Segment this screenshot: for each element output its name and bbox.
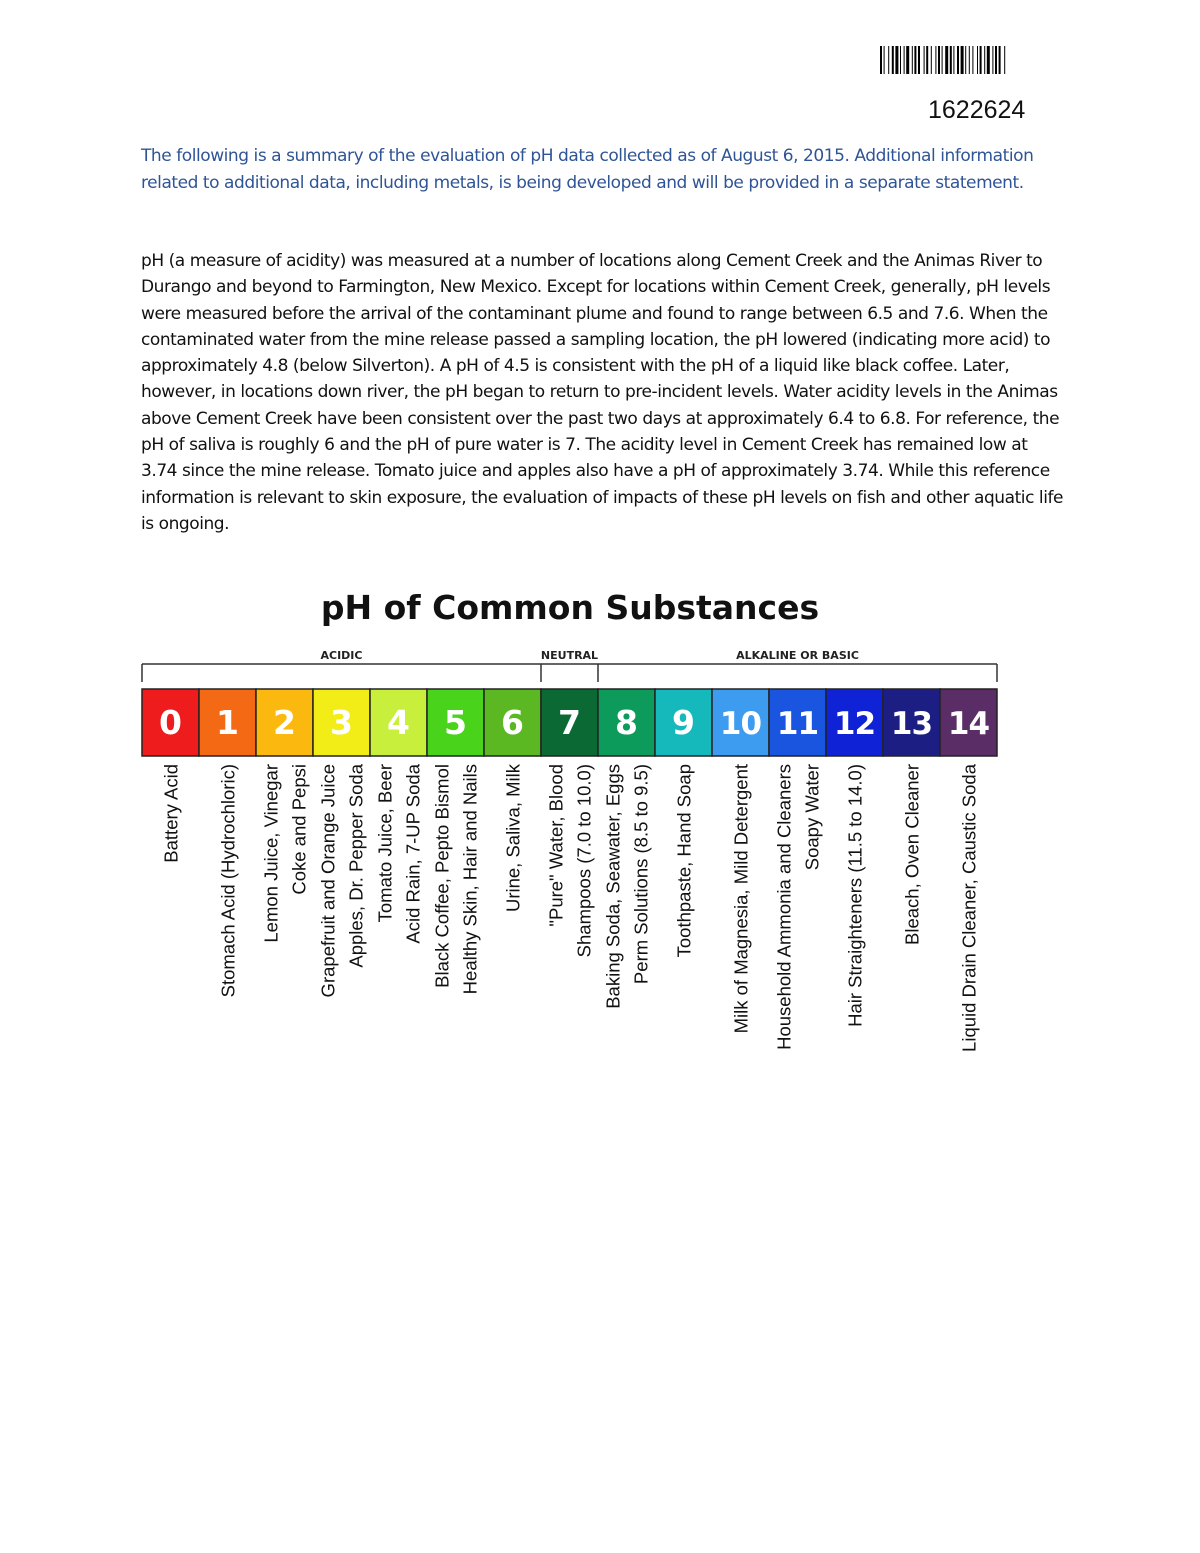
substance-label: Acid Rain, 7-UP Soda bbox=[402, 764, 424, 944]
ph-value-11: 11 bbox=[776, 706, 819, 742]
ph-value-0: 0 bbox=[159, 703, 182, 742]
group-label: ALKALINE OR BASIC bbox=[736, 649, 859, 662]
ph-value-10: 10 bbox=[719, 706, 762, 742]
substance-label: Urine, Saliva, Milk bbox=[502, 764, 524, 913]
substance-label: Lemon Juice, Vinegar bbox=[260, 764, 282, 943]
substance-label: Shampoos (7.0 to 10.0) bbox=[573, 764, 595, 958]
substance-label: Baking Soda, Seawater, Eggs bbox=[602, 764, 624, 1009]
substance-label: Tomato Juice, Beer bbox=[374, 764, 396, 923]
ph-value-2: 2 bbox=[273, 703, 296, 742]
substance-label: "Pure" Water, Blood bbox=[545, 764, 567, 927]
ph-value-14: 14 bbox=[947, 706, 990, 742]
substance-label: Apples, Dr. Pepper Soda bbox=[345, 764, 367, 968]
chart-title: pH of Common Substances bbox=[320, 588, 820, 627]
substance-label: Milk of Magnesia, Mild Detergent bbox=[730, 764, 752, 1034]
body-paragraph: pH (a measure of acidity) was measured at a number of locations along Cement Creek and the Animas River to Durango and beyond to Farmington, New Mexico. Except for locations within Cement Creek, generally, pH levels were measured before the arrival of the contaminant plume and found to range between 6.5 and 7.6. When the contaminated water from the mine release passed a sampling location, the pH lowered (indicating more acid) to approximately 4.8 (below Silverton). A pH of 4.5 is consistent with the pH of a liquid like black coffee. Later, however, in locations down river, the pH began to return to pre-incident levels. Water acidity levels in the Animas above Cement Creek have been consistent over the past two days at approximately 6.4 to 6.8. For reference, the pH of saliva is roughly 6 and the pH of pure water is 7. The acidity level in Cement Creek has remained low at 3.74 since the mine release. Tomato juice and apples also have a pH of approximately 3.74. While this reference information is relevant to skin exposure, the evaluation of impacts of these pH levels on fish and other aquatic life is ongoing. bbox=[141, 251, 1064, 534]
document-number: 1622624 bbox=[928, 96, 1026, 124]
ph-value-6: 6 bbox=[501, 703, 524, 742]
substance-label: Battery Acid bbox=[160, 764, 182, 863]
substance-label: Toothpaste, Hand Soap bbox=[673, 764, 695, 958]
substance-label: Hair Straighteners (11.5 to 14.0) bbox=[844, 764, 866, 1027]
substance-label: Black Coffee, Pepto Bismol bbox=[431, 764, 453, 988]
substance-label: Soapy Water bbox=[801, 764, 823, 871]
substance-label: Liquid Drain Cleaner, Caustic Soda bbox=[958, 764, 980, 1052]
substance-label: Grapefruit and Orange Juice bbox=[317, 764, 339, 998]
substance-label: Healthy Skin, Hair and Nails bbox=[459, 764, 481, 995]
substance-label: Bleach, Oven Cleaner bbox=[901, 764, 923, 945]
substance-label: Stomach Acid (Hydrochloric) bbox=[217, 764, 239, 998]
summary-paragraph: The following is a summary of the evaluation of pH data collected as of August 6, 2015. Additional information related to additional data, including metals, is being developed and will be provided in a separate statement. bbox=[141, 146, 1034, 193]
substance-label: Household Ammonia and Cleaners bbox=[773, 764, 795, 1050]
ph-value-1: 1 bbox=[216, 703, 239, 742]
ph-value-4: 4 bbox=[387, 703, 410, 742]
ph-value-9: 9 bbox=[672, 703, 695, 742]
group-label: ACIDIC bbox=[320, 649, 363, 662]
ph-value-13: 13 bbox=[890, 706, 933, 742]
ph-value-3: 3 bbox=[330, 703, 353, 742]
ph-value-7: 7 bbox=[558, 703, 581, 742]
substance-label: Coke and Pepsi bbox=[288, 764, 310, 895]
ph-value-5: 5 bbox=[444, 703, 467, 742]
ph-value-12: 12 bbox=[833, 706, 876, 742]
ph-value-8: 8 bbox=[615, 703, 638, 742]
substance-label: Perm Solutions (8.5 to 9.5) bbox=[630, 764, 652, 985]
group-label: NEUTRAL bbox=[540, 649, 599, 662]
